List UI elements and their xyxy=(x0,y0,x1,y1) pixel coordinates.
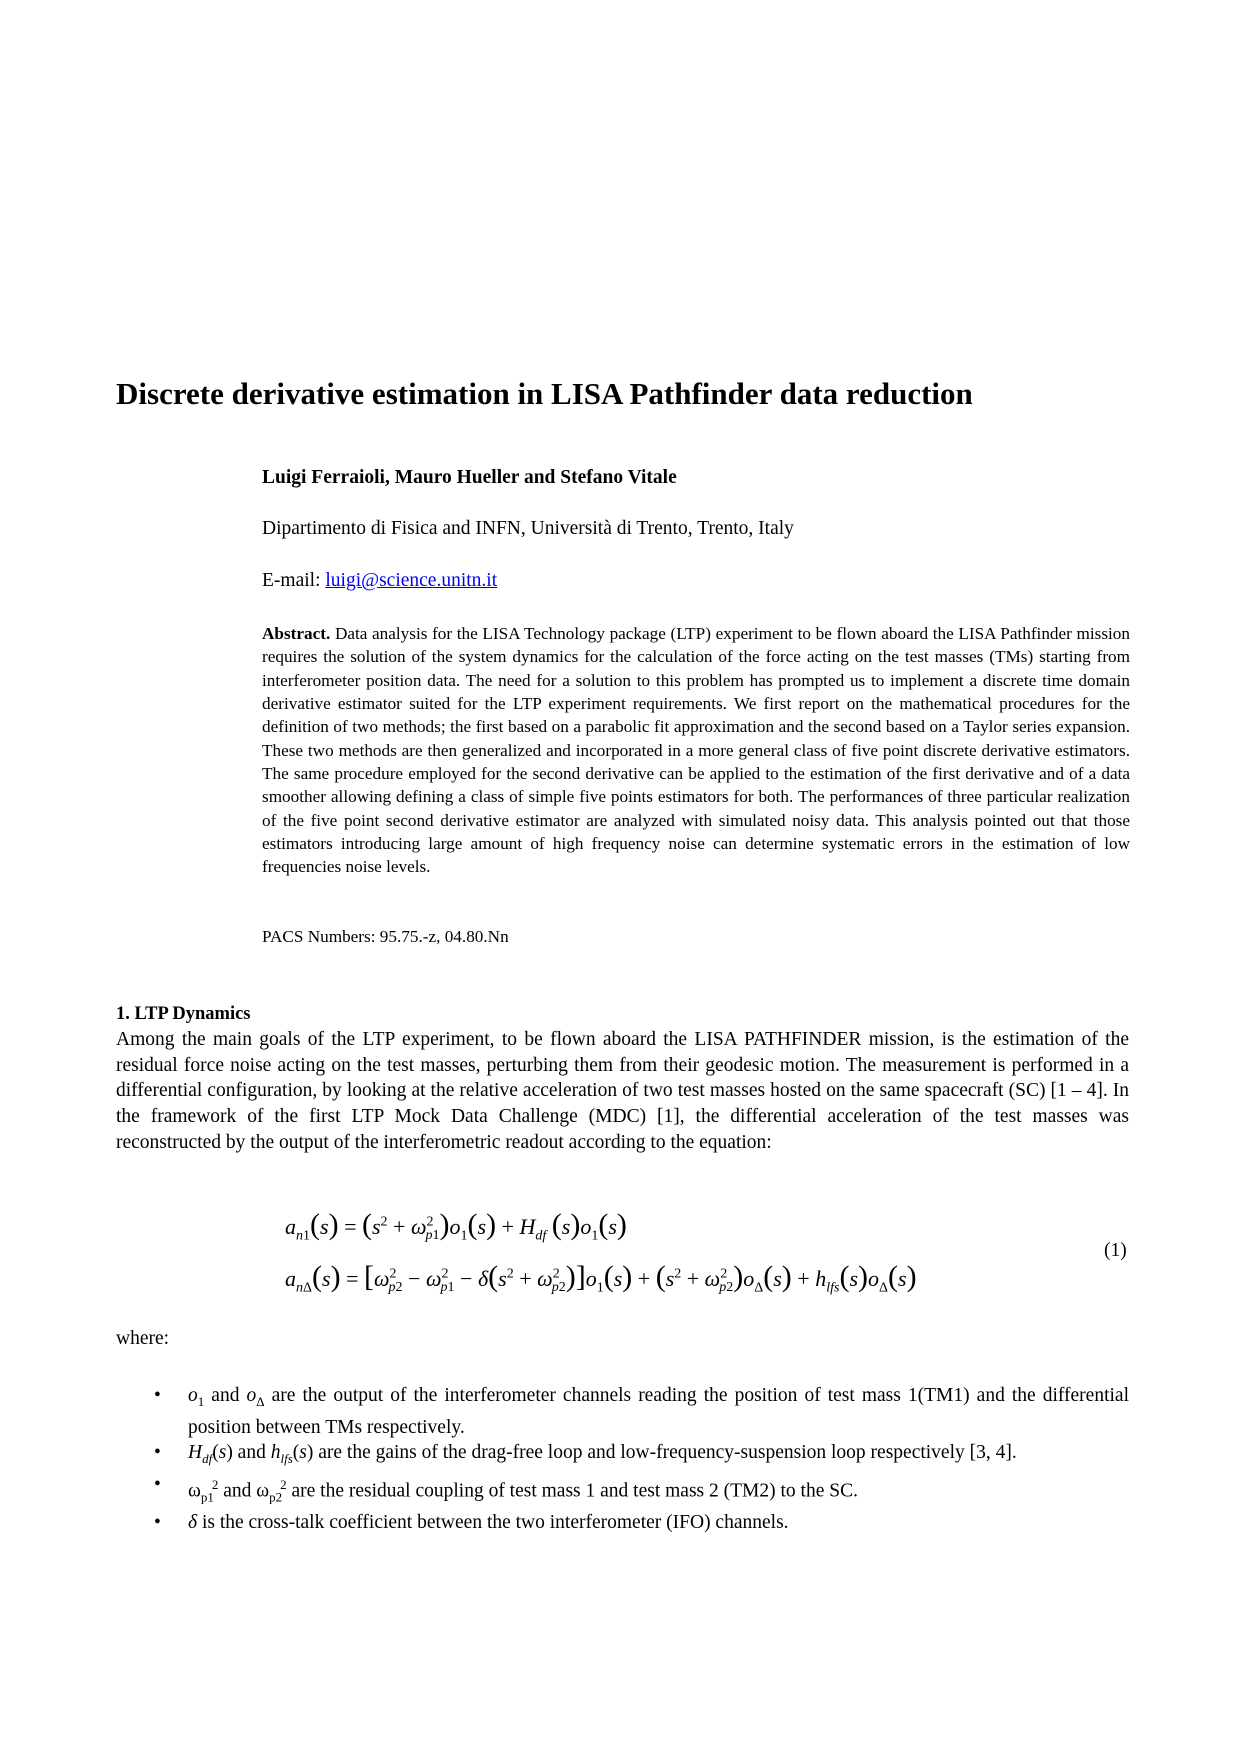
bullet-icon: • xyxy=(154,1473,161,1495)
equation-line-1: $a_{n1}(s) = (s^2 + \omega^2_{p1})o_1(s) + H_{df}$ $(s)o_1(s)$ xyxy=(285,1208,627,1244)
abstract xyxy=(262,622,1130,879)
list-item: • δ is the cross-talk coefficient between the two interferometer (IFO) channels. xyxy=(116,1510,1129,1536)
symbol-definition-list xyxy=(116,1383,1129,1536)
section-heading: 1. LTP Dynamics xyxy=(116,1004,251,1024)
list-item-text: are the residual coupling of test mass 1 and test mass 2 (TM2) to the SC. xyxy=(286,1480,858,1502)
pacs-numbers: PACS Numbers: 95.75.-z, 04.80.Nn xyxy=(262,927,509,946)
list-item: • $\omega_{p1}^2$ and $\omega_{p2}^2$ are the residual coupling of test mass 1 and test mass 2 (TM2) to the SC. xyxy=(154,1473,858,1505)
equation-line-2: $a_{n\Delta}(s) = [\omega^2_{p2} - \omega^2_{p1} - \delta(s^2 + \omega^2_{p2})]o_1(s) + (s^2 + \omega^2_{p2})o_\Delta(s) + h_{lfs}(s)o_\Delta(s)$ xyxy=(285,1260,917,1296)
paper-title: Discrete derivative estimation in LISA Pathfinder data reduction xyxy=(116,376,973,411)
equation-number: (1) xyxy=(1104,1240,1127,1261)
intro-paragraph: Among the main goals of the LTP experiment, to be flown aboard the LISA PATHFINDER mission, is the estimation of the residual force noise acting on the test masses, perturbing them from their geodesic motion. The measurement is performed in a differential configuration, by looking at the relative acceleration of two test masses hosted on the same spacecraft (SC) [1 – 4]. In the framework of the first LTP Mock Data Challenge (MDC) [1], the differential acceleration of the test masses was reconstructed by the output of the interferometric readout according to the equation: xyxy=(116,1029,1129,1153)
abstract-label: Abstract. xyxy=(262,624,331,643)
list-item: • $o_1$ and $o_\Delta$ are the output of the interferometer channels reading the position of test mass 1(TM1) and the differential position between TMs respectively. xyxy=(154,1385,1129,1438)
bullet-icon: • xyxy=(154,1385,161,1406)
list-item-text: are the output of the interferometer channels reading the position of test mass 1(TM1) and the differential position between TMs respectively. xyxy=(188,1385,1129,1438)
abstract-text: Data analysis for the LISA Technology package (LTP) experiment to be flown aboard the LISA Pathfinder mission requires the solution of the system dynamics for the calculation of the force acting on the test masses (TMs) starting from interferometer position data. The need for a solution to this problem has prompted us to implement a discrete time domain derivative estimator suited for the LTP experiment requirements. We first report on the mathematical procedures for the definition of two methods; the first based on a parabolic fit approximation and the second based on a Taylor series expansion. These two methods are then generalized and incorporated in a more general class of five point discrete derivative estimators. The same procedure employed for the second derivative can be applied to the estimation of the first derivative and of a data smoother allowing defining a class of simple five points estimators for both. The performances of three particular realization of the five point second derivative estimator are analyzed with simulated noisy data. This analysis pointed out that those estimators introducing large amount of high frequency noise can determine systematic errors in the estimation of low frequencies noise levels. xyxy=(262,624,1130,877)
where-label: where: xyxy=(116,1328,170,1349)
list-item-text: are the gains of the drag-free loop and low-frequency-suspension loop respectively [3, 4]. xyxy=(313,1442,1017,1464)
email-label: E-mail: xyxy=(262,570,326,591)
list-item: • $H_{df}(s)$ and $h_{lfs}(s)$ are the gains of the drag-free loop and low-frequency-suspension loop respectively [3, 4]. xyxy=(154,1442,1017,1467)
affiliation: Dipartimento di Fisica and INFN, Università di Trento, Trento, Italy xyxy=(262,518,794,539)
email-line xyxy=(262,570,497,592)
email-link[interactable]: luigi@science.unitn.it xyxy=(325,570,498,591)
bullet-icon: • xyxy=(154,1442,161,1464)
bullet-icon: • xyxy=(154,1511,161,1533)
author-list: Luigi Ferraioli, Mauro Hueller and Stefano Vitale xyxy=(262,467,677,488)
list-item-text: is the cross-talk coefficient between the two interferometer (IFO) channels. xyxy=(197,1511,789,1533)
